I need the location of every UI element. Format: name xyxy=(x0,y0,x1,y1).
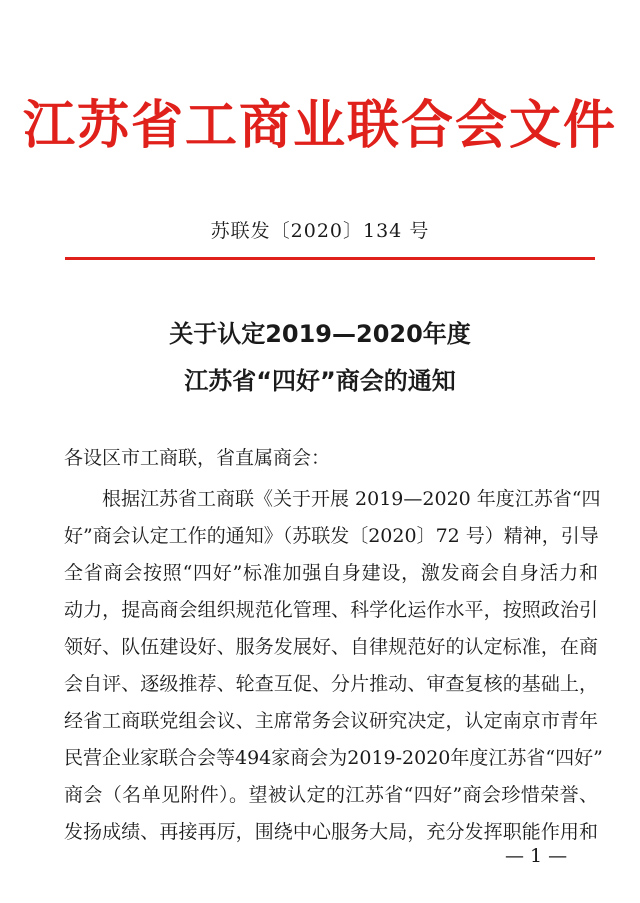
body-line: 民营企业家联合会等494家商会为2019-2020年度江苏省“四好” xyxy=(64,747,603,769)
body-line: 商会（名单见附件）。望被认定的江苏省“四好”商会珍惜荣誉、 xyxy=(64,784,598,806)
body-line: 全省商会按照“四好”标准加强自身建设，激发商会自身活力和 xyxy=(64,562,598,584)
document-title-line-1: 关于认定2019—2020年度 xyxy=(169,320,471,348)
body-line: 发扬成绩、再接再厉，围绕中心服务大局，充分发挥职能作用和 xyxy=(64,821,598,843)
body-line: 好”商会认定工作的通知》（苏联发〔2020〕72 号）精神，引导 xyxy=(64,525,599,547)
document-title-line-2: 江苏省“四好”商会的通知 xyxy=(184,367,456,395)
body-line: 经省工商联党组会议、主席常务会议研究决定，认定南京市青年 xyxy=(64,710,598,732)
body-line: 动力，提高商会组织规范化管理、科学化运作水平，按照政治引 xyxy=(64,599,598,621)
body-line: 会自评、逐级推荐、轮查互促、分片推动、审查复核的基础上， xyxy=(64,673,598,695)
salutation: 各设区市工商联，省直属商会： xyxy=(64,447,331,469)
document-number: 苏联发〔2020〕134 号 xyxy=(210,220,430,242)
page-number: — 1 — xyxy=(505,845,568,867)
header-divider-rule xyxy=(65,257,595,260)
document-header-title: 江苏省工商业联合会文件 xyxy=(22,96,617,156)
body-line: 根据江苏省工商联《关于开展 2019—2020 年度江苏省“四 xyxy=(102,488,601,510)
body-line: 领好、队伍建设好、服务发展好、自律规范好的认定标准，在商 xyxy=(64,636,598,658)
